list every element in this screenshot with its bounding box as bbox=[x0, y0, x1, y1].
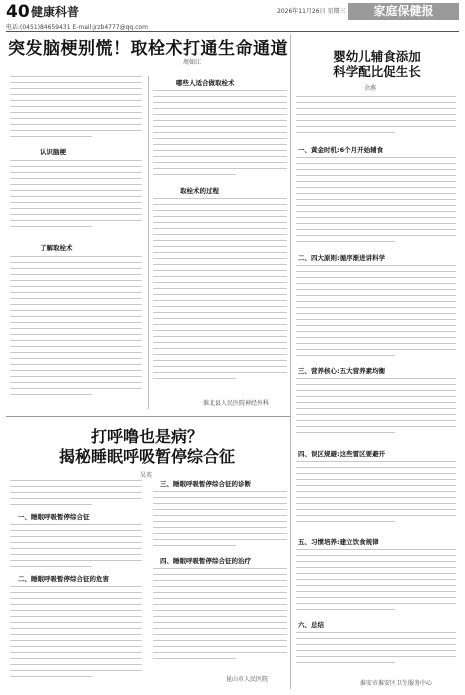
text-line bbox=[296, 96, 456, 97]
text-line bbox=[296, 169, 456, 170]
text-line bbox=[296, 114, 456, 115]
text-line bbox=[10, 118, 142, 119]
text-line bbox=[10, 322, 142, 323]
text-line bbox=[10, 130, 142, 131]
text-line bbox=[296, 205, 456, 206]
text-line bbox=[153, 132, 287, 133]
text-line bbox=[10, 262, 142, 263]
article2-body-text bbox=[10, 480, 142, 510]
text-line bbox=[10, 560, 142, 561]
text-line bbox=[153, 515, 287, 516]
text-line bbox=[296, 579, 456, 580]
text-line bbox=[153, 568, 287, 569]
text-line bbox=[153, 240, 287, 241]
article1-section-heading: 了解取栓术 bbox=[40, 244, 73, 252]
text-line bbox=[10, 670, 142, 671]
text-line bbox=[153, 580, 287, 581]
text-line bbox=[296, 331, 456, 332]
text-line bbox=[10, 658, 142, 659]
text-line bbox=[153, 503, 287, 504]
text-line bbox=[296, 343, 456, 344]
text-line bbox=[153, 509, 287, 510]
article1-credit: 淮北县人民医院神经外科 bbox=[203, 400, 270, 407]
article1-headline: 突发脑梗别慌！取栓术打通生命通道 bbox=[8, 39, 288, 59]
text-line bbox=[153, 342, 287, 343]
text-line bbox=[153, 336, 287, 337]
text-line bbox=[296, 603, 456, 604]
text-line bbox=[10, 100, 142, 101]
text-line bbox=[10, 640, 142, 641]
text-line bbox=[10, 610, 142, 611]
text-line bbox=[296, 461, 456, 462]
text-line bbox=[153, 652, 287, 653]
text-line bbox=[296, 378, 456, 379]
text-line bbox=[296, 509, 456, 510]
text-line bbox=[296, 223, 456, 224]
article1-body-text bbox=[10, 160, 142, 236]
text-line bbox=[10, 634, 142, 635]
text-line bbox=[153, 348, 287, 349]
text-line bbox=[296, 265, 456, 266]
article3-headline-line2: 科学配比促生长 bbox=[333, 64, 421, 79]
text-line bbox=[296, 319, 456, 320]
text-line bbox=[10, 616, 142, 617]
text-line bbox=[153, 378, 236, 379]
article1-section-heading: 取栓术的过程 bbox=[180, 187, 219, 195]
date-line: 2026年11月26日 星期三 bbox=[277, 8, 346, 15]
text-line bbox=[153, 210, 287, 211]
article3-section-heading: 一、黄金时机:6个月开始辅食 bbox=[298, 146, 384, 154]
text-line bbox=[153, 646, 287, 647]
text-line bbox=[296, 485, 456, 486]
text-line bbox=[153, 634, 287, 635]
article1-byline: 周如江 bbox=[183, 59, 202, 66]
text-line bbox=[296, 467, 456, 468]
text-line bbox=[296, 211, 456, 212]
text-line bbox=[10, 536, 142, 537]
article2-headline bbox=[12, 427, 282, 467]
text-line bbox=[10, 530, 142, 531]
text-line bbox=[296, 108, 456, 109]
text-line bbox=[153, 126, 287, 127]
page-number: 40 bbox=[6, 2, 30, 22]
text-line bbox=[10, 504, 92, 505]
text-line bbox=[153, 228, 287, 229]
text-line bbox=[10, 486, 142, 487]
article3-byline: 余燕 bbox=[364, 85, 377, 92]
text-line bbox=[10, 566, 92, 567]
text-line bbox=[296, 390, 456, 391]
text-line bbox=[10, 304, 142, 305]
text-line bbox=[10, 112, 142, 113]
column-divider bbox=[148, 76, 149, 409]
article2-body-text bbox=[10, 524, 142, 572]
text-line bbox=[10, 394, 92, 395]
text-line bbox=[296, 408, 456, 409]
article2-headline-line2: 揭秘睡眠呼吸暂停综合征 bbox=[58, 447, 235, 466]
text-line bbox=[10, 160, 142, 161]
article2-credit: 昆山市人民医院 bbox=[226, 676, 269, 683]
text-line bbox=[153, 324, 287, 325]
article3-body-text bbox=[296, 549, 456, 615]
text-line bbox=[153, 586, 287, 587]
text-line bbox=[153, 294, 287, 295]
text-line bbox=[10, 106, 142, 107]
text-line bbox=[153, 622, 287, 623]
text-line bbox=[153, 174, 236, 175]
text-line bbox=[10, 592, 142, 593]
text-line bbox=[153, 162, 287, 163]
text-line bbox=[296, 561, 456, 562]
text-line bbox=[296, 567, 456, 568]
text-line bbox=[153, 640, 287, 641]
text-line bbox=[153, 144, 287, 145]
text-line bbox=[153, 222, 287, 223]
text-line bbox=[153, 288, 287, 289]
text-line bbox=[153, 282, 287, 283]
text-line bbox=[296, 402, 456, 403]
text-line bbox=[296, 307, 456, 308]
text-line bbox=[296, 384, 456, 385]
text-line bbox=[153, 246, 287, 247]
text-line bbox=[296, 396, 456, 397]
text-line bbox=[10, 328, 142, 329]
text-line bbox=[296, 521, 395, 522]
text-line bbox=[10, 622, 142, 623]
article3-body-text bbox=[296, 265, 456, 361]
text-line bbox=[296, 102, 456, 103]
text-line bbox=[10, 542, 142, 543]
column-name: 健康科普 bbox=[31, 5, 80, 19]
text-line bbox=[296, 199, 456, 200]
text-line bbox=[10, 628, 142, 629]
text-line bbox=[153, 616, 287, 617]
text-line bbox=[153, 574, 287, 575]
text-line bbox=[296, 503, 456, 504]
text-line bbox=[10, 214, 142, 215]
text-line bbox=[10, 370, 142, 371]
text-line bbox=[10, 82, 142, 83]
text-line bbox=[153, 527, 287, 528]
text-line bbox=[10, 184, 142, 185]
text-line bbox=[10, 166, 142, 167]
text-line bbox=[153, 168, 287, 169]
text-line bbox=[296, 549, 456, 550]
text-line bbox=[153, 96, 287, 97]
article1-body-text bbox=[153, 90, 287, 182]
article2-headline-line1: 打呼噜也是病？ bbox=[90, 427, 203, 446]
column-divider bbox=[290, 34, 291, 689]
text-line bbox=[153, 658, 236, 659]
article3-body-text bbox=[296, 157, 456, 247]
text-line bbox=[153, 604, 287, 605]
text-line bbox=[153, 497, 287, 498]
text-line bbox=[296, 355, 395, 356]
masthead-rule bbox=[6, 31, 459, 32]
text-line bbox=[296, 597, 456, 598]
text-line bbox=[153, 204, 287, 205]
text-line bbox=[296, 432, 395, 433]
text-line bbox=[153, 138, 287, 139]
hotline: 电话:(0451)84659431 E-mail:jrzb4777@qq.com bbox=[6, 24, 148, 31]
article3-section-heading: 四、误区规避:这些雷区要避开 bbox=[298, 450, 386, 458]
text-line bbox=[296, 573, 456, 574]
article1-section-heading: 哪些人适合做取栓术 bbox=[176, 79, 235, 87]
article1-body-text bbox=[10, 76, 142, 142]
text-line bbox=[296, 591, 456, 592]
text-line bbox=[10, 124, 142, 125]
text-line bbox=[296, 426, 456, 427]
article2-byline: 吴英 bbox=[140, 472, 153, 479]
text-line bbox=[10, 334, 142, 335]
article3-headline bbox=[297, 49, 457, 79]
text-line bbox=[296, 193, 456, 194]
text-line bbox=[296, 515, 456, 516]
text-line bbox=[296, 609, 395, 610]
text-line bbox=[296, 235, 456, 236]
text-line bbox=[10, 76, 142, 77]
text-line bbox=[296, 325, 456, 326]
text-line bbox=[10, 226, 92, 227]
article3-section-heading: 三、营养核心:五大营养素均衡 bbox=[298, 367, 386, 375]
text-line bbox=[153, 264, 287, 265]
text-line bbox=[153, 545, 236, 546]
text-line bbox=[10, 598, 142, 599]
text-line bbox=[153, 108, 287, 109]
text-line bbox=[153, 330, 287, 331]
text-line bbox=[296, 181, 456, 182]
text-line bbox=[10, 646, 142, 647]
text-line bbox=[296, 473, 456, 474]
text-line bbox=[153, 533, 287, 534]
text-line bbox=[10, 492, 142, 493]
text-line bbox=[296, 491, 456, 492]
text-line bbox=[10, 604, 142, 605]
article2-section-heading: 四、睡眠呼吸暂停综合征的治疗 bbox=[160, 557, 251, 565]
text-line bbox=[296, 277, 456, 278]
article3-headline-line1: 婴幼儿辅食添加 bbox=[333, 49, 421, 64]
text-line bbox=[10, 178, 142, 179]
text-line bbox=[296, 414, 456, 415]
text-line bbox=[10, 286, 142, 287]
article2-section-heading: 一、睡眠呼吸暂停综合征 bbox=[18, 513, 90, 521]
article3-body-text bbox=[296, 378, 456, 442]
text-line bbox=[10, 310, 142, 311]
article2-section-heading: 二、睡眠呼吸暂停综合征的危害 bbox=[18, 575, 109, 583]
text-line bbox=[10, 524, 142, 525]
text-line bbox=[296, 313, 456, 314]
text-line bbox=[10, 256, 142, 257]
text-line bbox=[153, 539, 287, 540]
text-line bbox=[10, 498, 142, 499]
text-line bbox=[153, 120, 287, 121]
article3-body-text bbox=[296, 632, 456, 672]
text-line bbox=[153, 90, 287, 91]
text-line bbox=[10, 346, 142, 347]
text-line bbox=[296, 337, 456, 338]
text-line bbox=[153, 312, 287, 313]
text-line bbox=[296, 229, 456, 230]
text-line bbox=[10, 190, 142, 191]
text-line bbox=[153, 318, 287, 319]
text-line bbox=[153, 354, 287, 355]
text-line bbox=[10, 202, 142, 203]
text-line bbox=[296, 656, 456, 657]
edition-banner: 家庭保健报 bbox=[348, 3, 459, 20]
article1-body-text bbox=[10, 256, 142, 404]
text-line bbox=[153, 258, 287, 259]
text-line bbox=[153, 628, 287, 629]
text-line bbox=[296, 644, 456, 645]
text-line bbox=[296, 632, 456, 633]
text-line bbox=[153, 156, 287, 157]
text-line bbox=[10, 548, 142, 549]
text-line bbox=[10, 652, 142, 653]
text-line bbox=[296, 241, 395, 242]
text-line bbox=[153, 276, 287, 277]
text-line bbox=[153, 592, 287, 593]
text-line bbox=[296, 217, 456, 218]
text-line bbox=[10, 88, 142, 89]
text-line bbox=[10, 554, 142, 555]
text-line bbox=[153, 300, 287, 301]
text-line bbox=[10, 352, 142, 353]
text-line bbox=[10, 280, 142, 281]
text-line bbox=[153, 521, 287, 522]
text-line bbox=[10, 274, 142, 275]
text-line bbox=[10, 220, 142, 221]
text-line bbox=[296, 120, 456, 121]
text-line bbox=[10, 94, 142, 95]
text-line bbox=[10, 480, 142, 481]
article3-body-text bbox=[296, 96, 456, 140]
text-line bbox=[10, 316, 142, 317]
text-line bbox=[153, 366, 287, 367]
text-line bbox=[153, 252, 287, 253]
article3-section-heading: 五、习惯培养:建立饮食规律 bbox=[298, 538, 379, 546]
article2-body-text bbox=[153, 491, 287, 553]
text-line bbox=[10, 376, 142, 377]
text-line bbox=[153, 360, 287, 361]
text-line bbox=[296, 175, 456, 176]
article1-body-text bbox=[153, 198, 287, 384]
text-line bbox=[10, 298, 142, 299]
text-line bbox=[153, 491, 287, 492]
text-line bbox=[296, 157, 456, 158]
article3-credit: 淮安市淮安区卫生服务中心 bbox=[360, 680, 433, 687]
text-line bbox=[296, 126, 456, 127]
text-line bbox=[10, 364, 142, 365]
text-line bbox=[296, 555, 456, 556]
text-line bbox=[296, 283, 456, 284]
text-line bbox=[153, 306, 287, 307]
text-line bbox=[296, 295, 456, 296]
text-line bbox=[153, 150, 287, 151]
text-line bbox=[10, 340, 142, 341]
text-line bbox=[10, 208, 142, 209]
article2-body-text bbox=[153, 568, 287, 668]
text-line bbox=[10, 388, 142, 389]
text-line bbox=[296, 638, 456, 639]
text-line bbox=[153, 216, 287, 217]
article2-body-text bbox=[10, 586, 142, 686]
text-line bbox=[10, 676, 92, 677]
text-line bbox=[153, 270, 287, 271]
text-line bbox=[296, 650, 456, 651]
text-line bbox=[296, 662, 395, 663]
text-line bbox=[10, 358, 142, 359]
text-line bbox=[10, 664, 142, 665]
text-line bbox=[153, 114, 287, 115]
article1-section-heading: 认识脑梗 bbox=[40, 148, 66, 156]
text-line bbox=[296, 163, 456, 164]
masthead bbox=[6, 3, 459, 25]
text-line bbox=[10, 196, 142, 197]
article2-section-heading: 三、睡眠呼吸暂停综合征的诊断 bbox=[160, 480, 251, 488]
text-line bbox=[153, 234, 287, 235]
section-divider bbox=[6, 416, 290, 417]
text-line bbox=[296, 420, 456, 421]
text-line bbox=[296, 289, 456, 290]
article3-section-heading: 六、总结 bbox=[298, 621, 324, 629]
text-line bbox=[10, 268, 142, 269]
text-line bbox=[153, 372, 287, 373]
text-line bbox=[10, 172, 142, 173]
text-line bbox=[10, 382, 142, 383]
article3-body-text bbox=[296, 461, 456, 531]
text-line bbox=[153, 198, 287, 199]
text-line bbox=[10, 136, 92, 137]
text-line bbox=[296, 301, 456, 302]
article3-section-heading: 二、四大原则:循序渐进讲科学 bbox=[298, 254, 386, 262]
text-line bbox=[296, 271, 456, 272]
text-line bbox=[10, 586, 142, 587]
text-line bbox=[296, 132, 395, 133]
text-line bbox=[296, 187, 456, 188]
text-line bbox=[296, 585, 456, 586]
text-line bbox=[296, 349, 456, 350]
text-line bbox=[10, 292, 142, 293]
text-line bbox=[153, 610, 287, 611]
text-line bbox=[296, 479, 456, 480]
text-line bbox=[153, 102, 287, 103]
text-line bbox=[153, 598, 287, 599]
text-line bbox=[296, 497, 456, 498]
